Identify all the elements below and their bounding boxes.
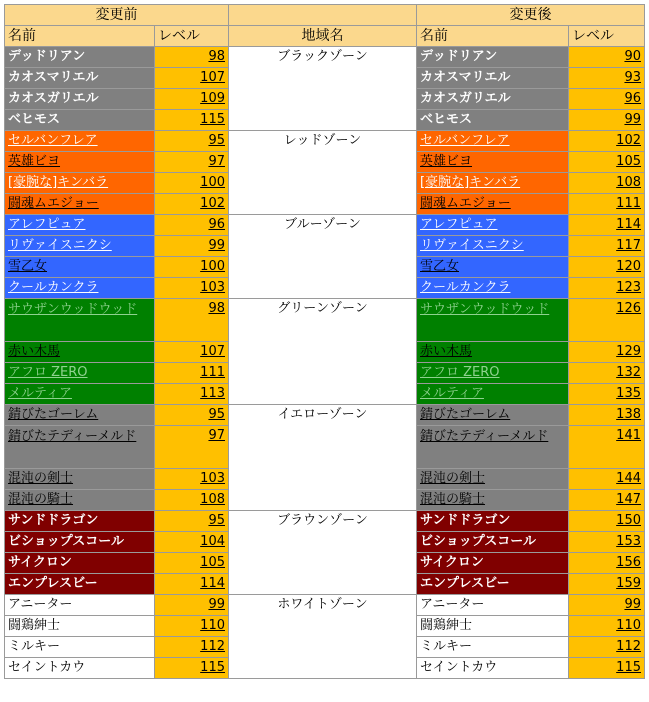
zone-name-blue: ブルーゾーン — [229, 215, 417, 299]
before-monster-level: 104 — [155, 532, 229, 553]
after-monster-level: 123 — [569, 278, 645, 299]
before-monster-name: 雪乙女 — [5, 257, 155, 278]
before-monster-level: 97 — [155, 152, 229, 173]
level-change-table — [4, 4, 645, 679]
after-monster-level: 99 — [569, 595, 645, 616]
before-monster-name: 混沌の騎士 — [5, 490, 155, 511]
after-monster-level: 99 — [569, 110, 645, 131]
after-monster-level: 129 — [569, 342, 645, 363]
after-monster-level: 114 — [569, 215, 645, 236]
before-monster-name: セイントカウ — [5, 658, 155, 679]
after-monster-level: 141 — [569, 426, 645, 469]
before-monster-name: リヴァイスニクシ — [5, 236, 155, 257]
after-monster-level: 156 — [569, 553, 645, 574]
table-row — [5, 47, 645, 68]
after-level-header: レベル — [569, 26, 645, 47]
after-monster-name: クールカンクラ — [417, 278, 569, 299]
before-monster-level: 108 — [155, 490, 229, 511]
before-monster-level: 100 — [155, 257, 229, 278]
table-row — [5, 511, 645, 532]
blank-header — [229, 5, 417, 26]
before-monster-name: カオスマリエル — [5, 68, 155, 89]
after-monster-level: 120 — [569, 257, 645, 278]
before-monster-name: カオスガリエル — [5, 89, 155, 110]
after-monster-level: 144 — [569, 469, 645, 490]
before-monster-name: クールカンクラ — [5, 278, 155, 299]
after-monster-name: [豪腕な]キンバラ — [417, 173, 569, 194]
before-monster-name: エンプレスビー — [5, 574, 155, 595]
after-monster-name: 英雄ビヨ — [417, 152, 569, 173]
after-monster-name: 混沌の剣士 — [417, 469, 569, 490]
after-monster-level: 147 — [569, 490, 645, 511]
after-monster-level: 126 — [569, 299, 645, 342]
after-monster-name: アレフピュア — [417, 215, 569, 236]
before-monster-level: 99 — [155, 595, 229, 616]
before-monster-level: 95 — [155, 511, 229, 532]
after-monster-name: 混沌の騎士 — [417, 490, 569, 511]
before-monster-level: 111 — [155, 363, 229, 384]
table-row — [5, 215, 645, 236]
zone-name-yellow: イエローゾーン — [229, 405, 417, 511]
before-monster-name: サンドドラゴン — [5, 511, 155, 532]
after-monster-name: 闘魂ムエジョー — [417, 194, 569, 215]
before-monster-level: 113 — [155, 384, 229, 405]
zone-name-red: レッドゾーン — [229, 131, 417, 215]
before-name-header: 名前 — [5, 26, 155, 47]
before-monster-name: 闘鶏紳士 — [5, 616, 155, 637]
after-monster-name: カオスマリエル — [417, 68, 569, 89]
before-monster-level: 114 — [155, 574, 229, 595]
after-monster-name: アニーター — [417, 595, 569, 616]
after-monster-name: ミルキー — [417, 637, 569, 658]
before-monster-level: 110 — [155, 616, 229, 637]
before-monster-name: ビショップスコール — [5, 532, 155, 553]
after-monster-level: 150 — [569, 511, 645, 532]
header-row-2 — [5, 26, 645, 47]
after-monster-name: リヴァイスニクシ — [417, 236, 569, 257]
after-monster-level: 110 — [569, 616, 645, 637]
before-monster-level: 103 — [155, 469, 229, 490]
table-row — [5, 405, 645, 426]
before-monster-level: 98 — [155, 47, 229, 68]
before-monster-level: 95 — [155, 405, 229, 426]
before-monster-name: 英雄ビヨ — [5, 152, 155, 173]
after-header: 変更後 — [417, 5, 645, 26]
before-monster-level: 103 — [155, 278, 229, 299]
after-monster-level: 115 — [569, 658, 645, 679]
after-monster-name: メルティア — [417, 384, 569, 405]
after-monster-level: 132 — [569, 363, 645, 384]
before-monster-level: 102 — [155, 194, 229, 215]
after-monster-name: デッドリアン — [417, 47, 569, 68]
before-monster-level: 96 — [155, 215, 229, 236]
after-name-header: 名前 — [417, 26, 569, 47]
after-monster-level: 93 — [569, 68, 645, 89]
after-monster-level: 102 — [569, 131, 645, 152]
before-monster-level: 107 — [155, 342, 229, 363]
before-monster-level: 112 — [155, 637, 229, 658]
after-monster-level: 96 — [569, 89, 645, 110]
after-monster-name: セルバンフレア — [417, 131, 569, 152]
after-monster-name: 闘鶏紳士 — [417, 616, 569, 637]
before-monster-name: ミルキー — [5, 637, 155, 658]
before-monster-name: ベヒモス — [5, 110, 155, 131]
before-monster-name: セルバンフレア — [5, 131, 155, 152]
after-monster-level: 159 — [569, 574, 645, 595]
after-monster-level: 111 — [569, 194, 645, 215]
before-monster-level: 115 — [155, 658, 229, 679]
after-monster-name: セイントカウ — [417, 658, 569, 679]
zone-name-black: ブラックゾーン — [229, 47, 417, 131]
table-row — [5, 131, 645, 152]
before-monster-name: サウザンウッドウッド — [5, 299, 155, 342]
before-monster-name: 錆びたゴーレム — [5, 405, 155, 426]
zone-name-brown: ブラウンゾーン — [229, 511, 417, 595]
before-monster-level: 97 — [155, 426, 229, 469]
before-header: 変更前 — [5, 5, 229, 26]
after-monster-name: カオスガリエル — [417, 89, 569, 110]
table-row — [5, 299, 645, 342]
after-monster-level: 117 — [569, 236, 645, 257]
before-monster-name: アフロ ZERO — [5, 363, 155, 384]
header-row-1 — [5, 5, 645, 26]
before-monster-name: アニーター — [5, 595, 155, 616]
after-monster-name: アフロ ZERO — [417, 363, 569, 384]
after-monster-name: エンプレスビー — [417, 574, 569, 595]
after-monster-level: 105 — [569, 152, 645, 173]
after-monster-name: サウザンウッドウッド — [417, 299, 569, 342]
after-monster-level: 153 — [569, 532, 645, 553]
after-monster-name: 雪乙女 — [417, 257, 569, 278]
before-monster-level: 107 — [155, 68, 229, 89]
after-monster-name: ビショップスコール — [417, 532, 569, 553]
after-monster-name: 錆びたテディーメルド — [417, 426, 569, 469]
zone-name-white: ホワイトゾーン — [229, 595, 417, 679]
after-monster-name: サイクロン — [417, 553, 569, 574]
after-monster-level: 135 — [569, 384, 645, 405]
before-monster-name: デッドリアン — [5, 47, 155, 68]
before-monster-level: 95 — [155, 131, 229, 152]
after-monster-level: 138 — [569, 405, 645, 426]
before-level-header: レベル — [155, 26, 229, 47]
before-monster-level: 115 — [155, 110, 229, 131]
after-monster-name: ベヒモス — [417, 110, 569, 131]
after-monster-level: 90 — [569, 47, 645, 68]
after-monster-level: 108 — [569, 173, 645, 194]
before-monster-name: メルティア — [5, 384, 155, 405]
zone-name-green: グリーンゾーン — [229, 299, 417, 405]
before-monster-level: 100 — [155, 173, 229, 194]
after-monster-name: 錆びたゴーレム — [417, 405, 569, 426]
before-monster-name: 混沌の剣士 — [5, 469, 155, 490]
after-monster-name: 赤い木馬 — [417, 342, 569, 363]
before-monster-name: 赤い木馬 — [5, 342, 155, 363]
before-monster-level: 105 — [155, 553, 229, 574]
before-monster-name: 闘魂ムエジョー — [5, 194, 155, 215]
before-monster-name: アレフピュア — [5, 215, 155, 236]
table-row — [5, 595, 645, 616]
before-monster-level: 98 — [155, 299, 229, 342]
before-monster-name: [豪腕な]キンバラ — [5, 173, 155, 194]
before-monster-level: 99 — [155, 236, 229, 257]
before-monster-name: サイクロン — [5, 553, 155, 574]
before-monster-name: 錆びたテディーメルド — [5, 426, 155, 469]
after-monster-level: 112 — [569, 637, 645, 658]
before-monster-level: 109 — [155, 89, 229, 110]
after-monster-name: サンドドラゴン — [417, 511, 569, 532]
area-name-header: 地域名 — [229, 26, 417, 47]
